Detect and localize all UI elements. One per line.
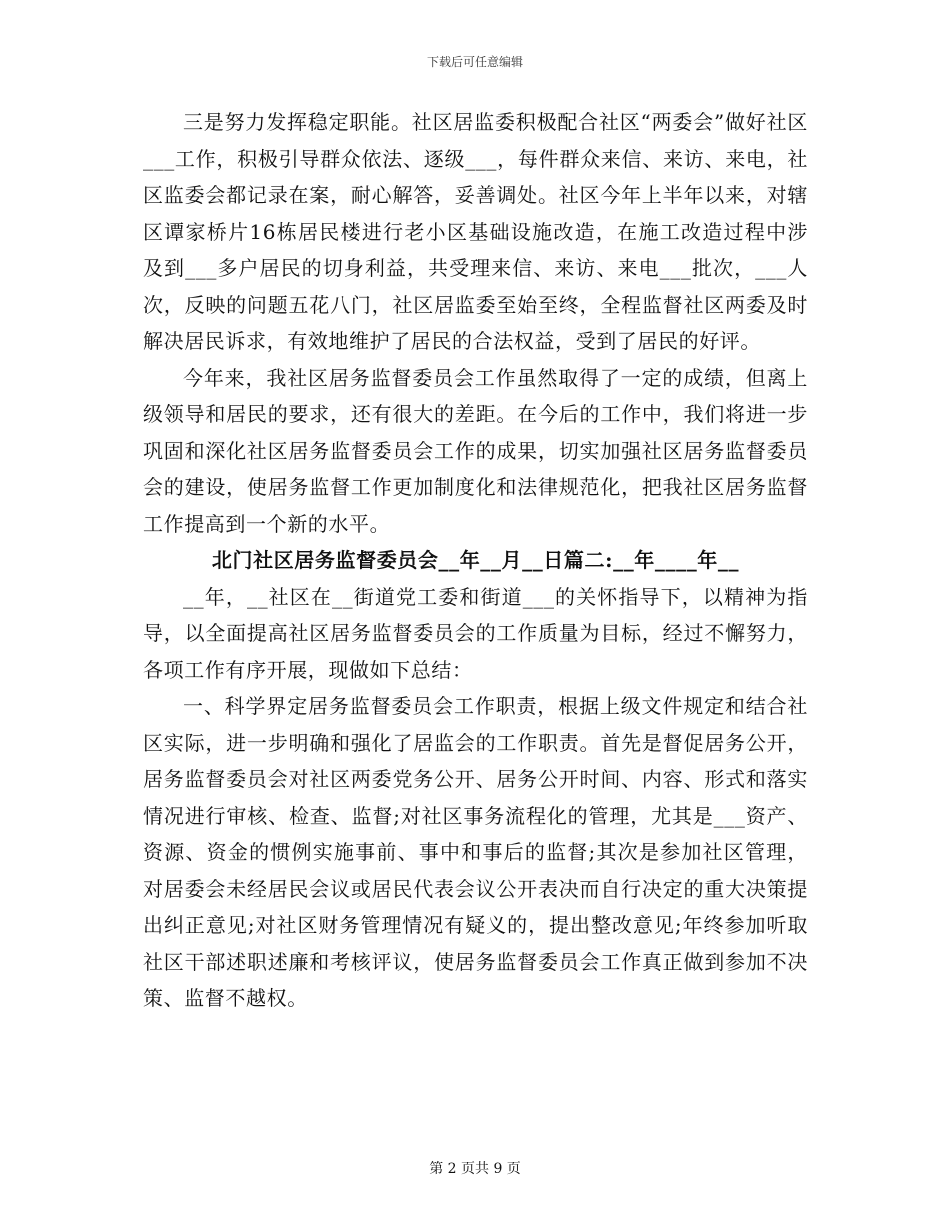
- page-footer: 第 2 页共 9 页: [429, 1161, 521, 1177]
- paragraph-outlook: 今年来，我社区居务监督委员会工作虽然取得了一定的成绩，但离上级领导和居民的要求，还有很大的差距。在今后的工作中，我们将进一步巩固和深化社区居务监督委员会工作的成果，切实加强社区居务监督委员会的建设，使居务监督工作更加制度化和法律规范化，把我社区居务监督工作提高到一个新的水平。: [143, 365, 808, 536]
- page-header: 下载后可任意编辑: [426, 55, 523, 69]
- paragraph-intro: __年，__社区在__街道党工委和街道___的关怀指导下，以精神为指导，以全面提高社区居务监督委员会的工作质量为目标，经过不懈努力，各项工作有序开展，现做如下总结：: [143, 584, 808, 682]
- paragraph-duties: 一、科学界定居务监督委员会工作职责，根据上级文件规定和结合社区实际，进一步明确和强化了居监会的工作职责。首先是督促居务公开，居务监督委员会对社区两委党务公开、居务公开时间、内容、形式和落实情况进行审核、检查、监督;对社区事务流程化的管理，尤其是___资产、资源、资金的惯例实施事前、事中和事后的监督;其次是参加社区管理，对居委会未经居民会议或居民代表会议公开表决而自行决定的重大决策提出纠正意见;对社区财务管理情况有疑义的，提出整改意见;年终参加听取社区干部述职述廉和考核评议，使居务监督委员会工作真正做到参加不决策、监督不越权。: [143, 694, 808, 1010]
- section-title: 北门社区居务监督委员会__年__月__日篇二:__年____年__: [211, 548, 740, 572]
- paragraph-stability: 三是努力发挥稳定职能。社区居监委积极配合社区“两委会”做好社区___工作，积极引导群众依法、逐级___，每件群众来信、来访、来电，社区监委会都记录在案，耐心解答，妥善调处。社区今年上半年以来，对辖区谭家桥片16栋居民楼进行老小区基础设施改造，在施工改造过程中涉及到___多户居民的切身利益，共受理来信、来访、来电___批次，___人次，反映的问题五花八门，社区居监委至始至终，全程监督社区两委及时解决居民诉求，有效地维护了居民的合法权益，受到了居民的好评。: [143, 110, 808, 353]
- document-body: [143, 104, 808, 1017]
